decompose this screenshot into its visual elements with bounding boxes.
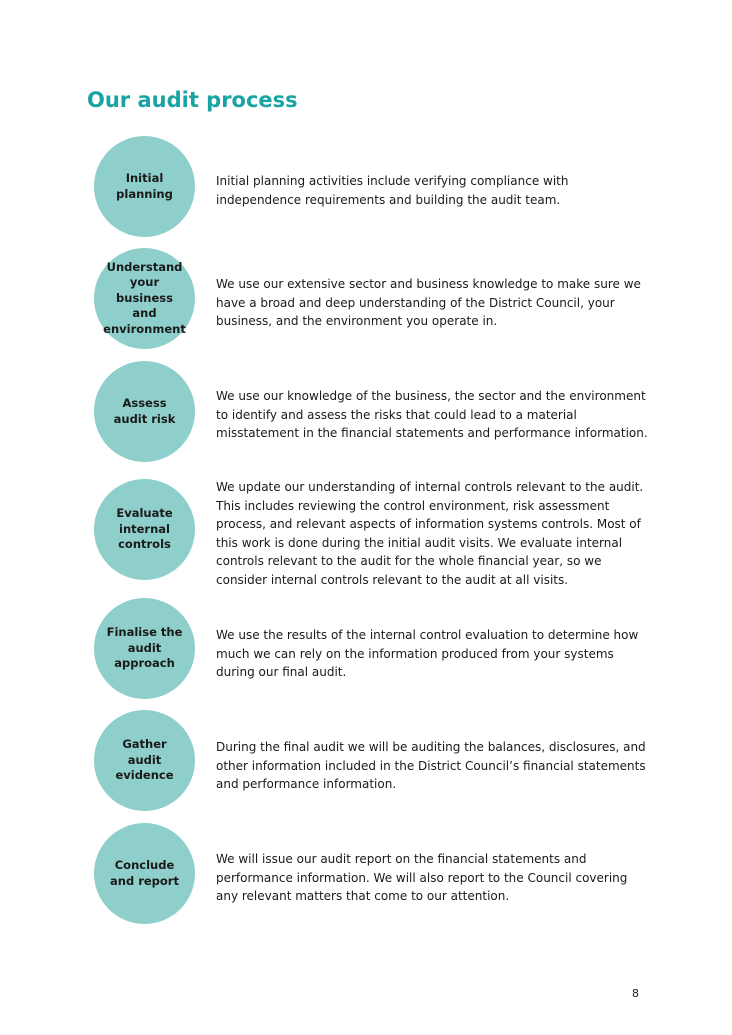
step-description: Initial planning activities include verifying compliance with independence requirements and building the audit team.	[216, 174, 569, 207]
step-label: Finalise the audit approach	[106, 625, 183, 671]
step-circle	[94, 823, 195, 924]
step-circle	[94, 710, 195, 811]
step-description: We use our knowledge of the business, the sector and the environment to identify and assess the risks that could lead to a material misstatement in the financial statements and performance information.	[216, 389, 648, 440]
step-circle	[94, 248, 195, 349]
step-label: Initial planning	[116, 171, 173, 201]
page-number: 8	[632, 987, 639, 1000]
step-circle	[94, 598, 195, 699]
step-label: Assess audit risk	[113, 396, 176, 426]
step-description: We use the results of the internal control evaluation to determine how much we can rely on the information produced from your systems during our final audit.	[216, 628, 639, 679]
step-description: We use our extensive sector and business knowledge to make sure we have a broad and deep understanding of the District Council, your business, and the environment you operate in.	[216, 277, 641, 328]
step-label: Evaluate internal controls	[116, 506, 173, 552]
step-label: Understand your business and environment	[103, 259, 186, 336]
step-circle	[94, 136, 195, 237]
step-description: During the final audit we will be auditing the balances, disclosures, and other information included in the District Council’s financial statements and performance information.	[216, 740, 646, 791]
step-description: We update our understanding of internal controls relevant to the audit. This includes reviewing the control environment, risk assessment process, and relevant aspects of information systems controls. Most of this work is done during the initial audit visits. We evaluate internal controls relevant to the audit for the whole financial year, so we consider internal controls relevant to the audit at all visits.	[216, 480, 644, 587]
step-label: Conclude and report	[110, 858, 179, 888]
step-circle	[94, 479, 195, 580]
step-label: Gather audit evidence	[115, 737, 174, 783]
step-description: We will issue our audit report on the financial statements and performance information. We will also report to the Council covering any relevant matters that come to our attention.	[216, 852, 628, 903]
page-title: Our audit process	[87, 88, 298, 112]
step-circle	[94, 361, 195, 462]
